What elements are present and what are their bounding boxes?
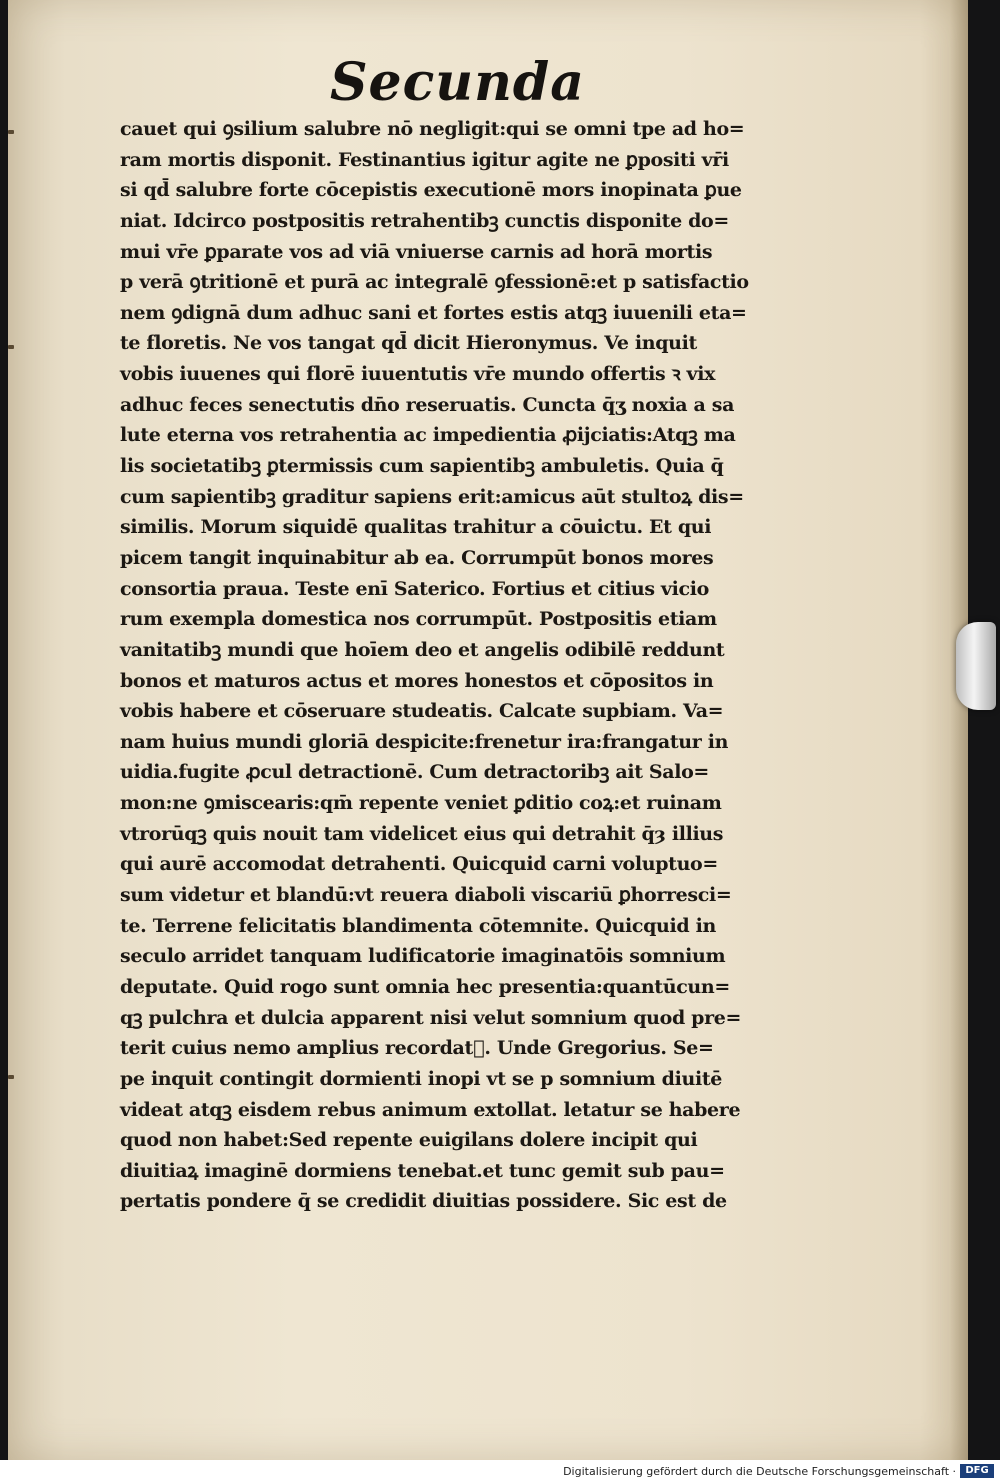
text-line: p verā ꝯtritionē et purā ac integralē ꝯfessionē:et p satisfactio bbox=[120, 271, 749, 294]
text-line: nam huius mundi gloriā despicite:frenetur ira:frangatur in bbox=[120, 730, 729, 753]
text-line: pertatis pondere q̄ se credidit diuitias possidere. Sic est de bbox=[120, 1190, 727, 1213]
text-line: quod non habet:Sed repente euigilans dolere incipit qui bbox=[120, 1129, 698, 1152]
binding-mark bbox=[8, 1075, 14, 1079]
text-line: mon:ne ꝯmiscearis:qm̄ repente veniet ꝑditio coꝝ:et ruinam bbox=[120, 792, 722, 815]
binding-mark bbox=[8, 130, 14, 134]
text-line: vobis iuuenes qui florē iuuentutis vr̄e mundo offertis ꝛ vix bbox=[120, 363, 716, 386]
text-line: niat. Idcirco postpositis retrahentibꝫ cunctis disponite do= bbox=[120, 209, 729, 232]
text-line: lute eterna vos retrahentia ac impedientia ꝓijciatis:Atqꝫ ma bbox=[120, 424, 736, 447]
text-line: consortia praua. Teste enī Saterico. Fortius et citius vicio bbox=[120, 577, 709, 600]
text-line: si qd̄ salubre forte cōcepistis executionē mors inopinata ꝑue bbox=[120, 179, 742, 202]
text-line: ram mortis disponit. Festinantius igitur agite ne ꝑpositi vr̄i bbox=[120, 148, 729, 171]
text-line: qꝫ pulchra et dulcia apparent nisi velut somnium quod pre= bbox=[120, 1006, 742, 1029]
page-header: Secunda bbox=[330, 52, 585, 113]
dfg-logo: DFG bbox=[960, 1464, 994, 1478]
text-line: uidia.fugite ꝓcul detractionē. Cum detractoribꝫ ait Salo= bbox=[120, 761, 709, 784]
text-line: nem ꝯdignā dum adhuc sani et fortes estis atqꝫ iuuenili eta= bbox=[120, 301, 747, 324]
text-line: picem tangit inquinabitur ab ea. Corrumpūt bonos mores bbox=[120, 546, 714, 569]
text-line: diuitiaꝝ imaginē dormiens tenebat.et tunc gemit sub pau= bbox=[120, 1159, 725, 1182]
text-line: terit cuius nemo amplius recordat᷑. Unde Gregorius. Se= bbox=[120, 1037, 714, 1060]
text-line: deputate. Quid rogo sunt omnia hec presentia:quantūcun= bbox=[120, 975, 730, 998]
page-edge-shadow bbox=[950, 0, 968, 1460]
text-line: videat atqꝫ eisdem rebus animum extollat. letatur se habere bbox=[120, 1098, 741, 1121]
text-line: seculo arridet tanquam ludificatorie imaginatōis somnium bbox=[120, 945, 726, 968]
text-line: pe inquit contingit dormienti inopi vt se p somnium diuitē bbox=[120, 1067, 722, 1090]
text-line: cum sapientibꝫ graditur sapiens erit:amicus aūt stultoꝝ dis= bbox=[120, 485, 744, 508]
text-line: adhuc feces senectutis dn̄o reseruatis. Cuncta q̄ʒ noxia a sa bbox=[120, 393, 735, 416]
text-line: cauet qui ꝯsilium salubre nō negligit:qui se omni tpe ad ho= bbox=[120, 118, 745, 140]
footer-credit: Digitalisierung gefördert durch die Deutsche Forschungsgemeinschaft · bbox=[563, 1465, 956, 1478]
text-line: similis. Morum siquidē qualitas trahitur a cōuictu. Et qui bbox=[120, 516, 712, 539]
text-line: te. Terrene felicitatis blandimenta cōtemnite. Quicquid in bbox=[120, 914, 716, 937]
binding-mark bbox=[8, 345, 14, 349]
text-line: bonos et maturos actus et mores honestos et cōpositos in bbox=[120, 669, 714, 692]
text-line: qui aurē accomodat detrahenti. Quicquid carni voluptuo= bbox=[120, 853, 718, 876]
text-line: te floretis. Ne vos tangat qd̄ dicit Hieronymus. Ve inquit bbox=[120, 332, 697, 355]
text-line: lis societatibꝫ ꝑtermissis cum sapientibꝫ ambuletis. Quia q̄ bbox=[120, 455, 724, 478]
text-line: rum exempla domestica nos corrumpūt. Postpositis etiam bbox=[120, 608, 717, 631]
text-block bbox=[120, 114, 770, 1217]
text-line: vobis habere et cōseruare studeatis. Calcate supbiam. Va= bbox=[120, 700, 724, 723]
page-clip bbox=[956, 622, 996, 710]
text-line: vtrorūqꝫ quis nouit tam videlicet eius qui detrahit q̄ȝ illius bbox=[120, 822, 724, 845]
text-line: mui vr̄e ꝑparate vos ad viā vniuerse carnis ad horā mortis bbox=[120, 240, 713, 263]
text-line: vanitatibꝫ mundi que hoīem deo et angelis odibilē reddunt bbox=[120, 638, 725, 661]
text-line: sum videtur et blandū:vt reuera diaboli viscariū ꝑhorresci= bbox=[120, 884, 732, 907]
